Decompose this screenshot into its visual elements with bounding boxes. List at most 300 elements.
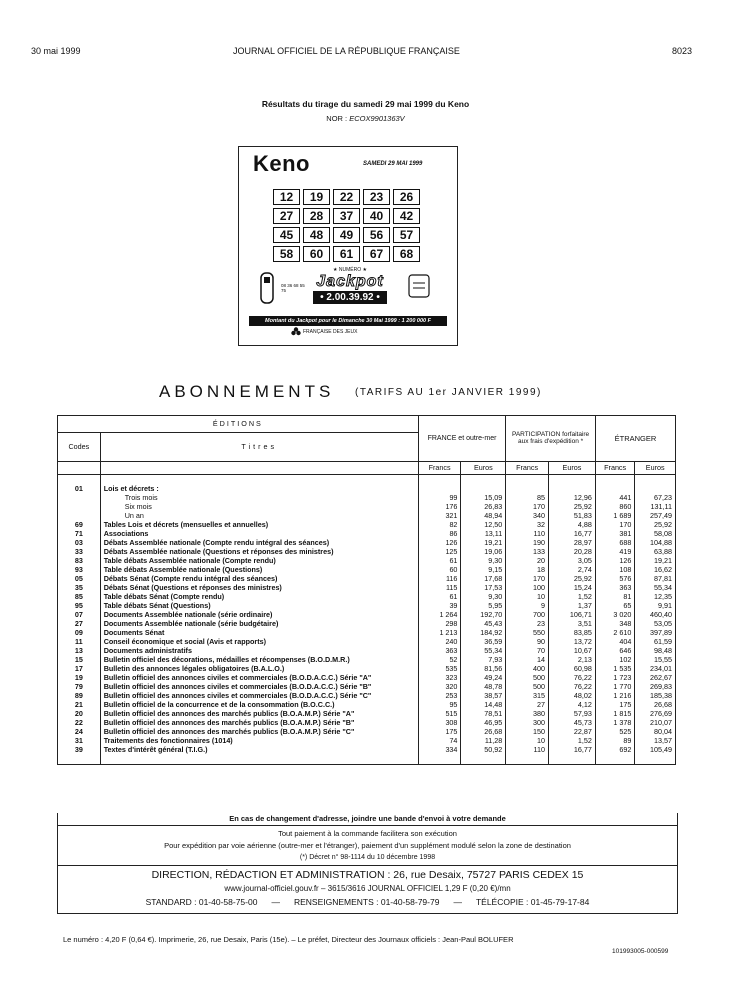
row-value: 1 689 bbox=[595, 511, 634, 520]
row-value: 25,92 bbox=[654, 519, 672, 529]
row-value: 380 bbox=[506, 709, 549, 718]
keno-nor bbox=[0, 114, 731, 123]
row-title: Bulletin officiel des annonces des marchés publics (B.O.A.M.P.) Série "A" bbox=[100, 709, 418, 718]
row-value: 67,23 bbox=[654, 492, 672, 502]
row-value: 3,51 bbox=[548, 619, 595, 628]
col-part-francs: Francs bbox=[506, 462, 549, 475]
row-value: 65 bbox=[595, 601, 634, 610]
keno-number-grid bbox=[273, 189, 420, 265]
row-value: 60 bbox=[418, 565, 461, 574]
row-value: 175 bbox=[595, 700, 634, 709]
row-value: 9,30 bbox=[461, 556, 506, 565]
row-value: 125 bbox=[418, 547, 461, 556]
keno-number: 37 bbox=[333, 208, 360, 224]
keno-grid-row bbox=[273, 208, 420, 224]
row-value: 22,87 bbox=[548, 727, 595, 736]
row-value: 262,67 bbox=[650, 672, 672, 682]
table-row bbox=[58, 691, 676, 700]
row-value: 17,68 bbox=[461, 574, 506, 583]
row-value: 36,59 bbox=[461, 637, 506, 646]
row-value: 9 bbox=[506, 601, 549, 610]
row-title: Table débats Assemblée nationale (Compte rendu) bbox=[100, 556, 418, 565]
row-value: 210,07 bbox=[650, 717, 672, 727]
row-value bbox=[548, 484, 595, 493]
row-value: 115 bbox=[418, 583, 461, 592]
jackpot-panel bbox=[313, 267, 387, 309]
keno-draw-date: SAMEDI 29 MAI 1999 bbox=[363, 161, 423, 167]
row-value: 20,28 bbox=[548, 547, 595, 556]
row-title: Un an bbox=[100, 511, 418, 520]
keno-result-card bbox=[238, 146, 458, 346]
table-row bbox=[58, 727, 676, 736]
row-value: 269,83 bbox=[650, 681, 672, 691]
keno-number: 67 bbox=[363, 246, 390, 262]
row-value: 1 378 bbox=[595, 718, 634, 727]
row-value: 61 bbox=[418, 592, 461, 601]
row-value: 460,40 bbox=[650, 609, 672, 619]
row-value: 70 bbox=[506, 646, 549, 655]
row-value: 700 bbox=[506, 610, 549, 619]
row-value: 81,56 bbox=[461, 664, 506, 673]
row-code: 89 bbox=[58, 691, 101, 700]
table-row bbox=[58, 583, 676, 592]
keno-number: 49 bbox=[333, 227, 360, 243]
row-value: 298 bbox=[418, 619, 461, 628]
row-value: 170 bbox=[506, 502, 549, 511]
table-row bbox=[58, 511, 676, 520]
nor-value: ECOX9901363V bbox=[349, 114, 405, 123]
abonnements-subtitle: (TARIFS AU 1er JANVIER 1999) bbox=[355, 387, 542, 398]
keno-number: 48 bbox=[303, 227, 330, 243]
col-part-euros: Euros bbox=[548, 462, 595, 475]
row-value: 61 bbox=[418, 556, 461, 565]
table-row bbox=[58, 493, 676, 502]
table-row bbox=[58, 664, 676, 673]
note-payment: Tout paiement à la commande facilitera son exécution bbox=[278, 829, 457, 838]
keno-number: 27 bbox=[273, 208, 300, 224]
row-title: Bulletin officiel des décorations, médailles et récompenses (B.O.D.M.R.) bbox=[100, 655, 418, 664]
row-title: Table débats Sénat (Compte rendu) bbox=[100, 592, 418, 601]
row-value: 98,48 bbox=[654, 645, 672, 655]
row-value: 441 bbox=[595, 493, 634, 502]
row-value: 860 bbox=[595, 502, 634, 511]
row-value: 535 bbox=[418, 664, 461, 673]
row-value: 1 815 bbox=[595, 709, 634, 718]
col-france-euros: Euros bbox=[461, 462, 506, 475]
row-code: 03 bbox=[58, 538, 101, 547]
jackpot-number: • 2.00.39.92 • bbox=[313, 291, 387, 304]
row-value: 9,15 bbox=[461, 565, 506, 574]
direction-block bbox=[57, 866, 678, 914]
row-title: Bulletin officiel des annonces des marchés publics (B.O.A.M.P.) Série "B" bbox=[100, 718, 418, 727]
direction-web: www.journal-officiel.gouv.fr – 3615/3616 JOURNAL OFFICIEL 1,29 F (0,20 €)/mn bbox=[224, 884, 511, 893]
row-value: 99 bbox=[418, 493, 461, 502]
row-value: 26,68 bbox=[461, 727, 506, 736]
row-code: 31 bbox=[58, 736, 101, 745]
row-value: 276,69 bbox=[650, 708, 672, 718]
row-value: 39 bbox=[418, 601, 461, 610]
subscription-rows bbox=[58, 484, 676, 765]
row-code bbox=[58, 493, 101, 502]
row-value: 15,09 bbox=[461, 493, 506, 502]
table-row bbox=[58, 655, 676, 664]
table-row bbox=[58, 556, 676, 565]
row-value: 48,02 bbox=[548, 691, 595, 700]
row-value: 13,72 bbox=[548, 637, 595, 646]
row-value: 515 bbox=[418, 709, 461, 718]
row-value: 28,97 bbox=[548, 538, 595, 547]
row-value: 104,88 bbox=[650, 537, 672, 547]
col-france: FRANCE et outre-mer bbox=[418, 416, 506, 462]
row-title: Conseil économique et social (Avis et rapports) bbox=[100, 637, 418, 646]
row-code: 83 bbox=[58, 556, 101, 565]
row-value: 126 bbox=[418, 538, 461, 547]
row-value: 20 bbox=[506, 556, 549, 565]
row-value: 26,68 bbox=[654, 699, 672, 709]
row-code: 39 bbox=[58, 745, 101, 754]
row-value: 58,08 bbox=[654, 528, 672, 538]
row-code: 01 bbox=[58, 484, 101, 493]
row-title: Documents Assemblée nationale (série ordinaire) bbox=[100, 610, 418, 619]
table-row bbox=[58, 484, 676, 493]
row-value: 27 bbox=[506, 700, 549, 709]
row-value: 340 bbox=[506, 511, 549, 520]
table-row bbox=[58, 547, 676, 556]
nor-label: NOR : bbox=[326, 114, 348, 123]
row-value: 83,85 bbox=[548, 628, 595, 637]
row-code: 21 bbox=[58, 700, 101, 709]
row-value: 170 bbox=[506, 574, 549, 583]
header-date: 30 mai 1999 bbox=[31, 46, 81, 56]
direction-phones bbox=[58, 897, 677, 907]
row-value: 87,81 bbox=[654, 573, 672, 583]
row-value: 500 bbox=[506, 682, 549, 691]
row-value: 5,95 bbox=[461, 601, 506, 610]
row-value: 525 bbox=[595, 727, 634, 736]
row-value: 82 bbox=[418, 520, 461, 529]
table-row bbox=[58, 682, 676, 691]
table-row bbox=[58, 601, 676, 610]
row-title: Table débats Sénat (Questions) bbox=[100, 601, 418, 610]
row-value: 26,83 bbox=[461, 502, 506, 511]
row-value: 14 bbox=[506, 655, 549, 664]
row-value: 3 020 bbox=[595, 610, 634, 619]
table-row bbox=[58, 745, 676, 754]
row-value: 105,49 bbox=[650, 744, 672, 754]
row-value bbox=[461, 484, 506, 493]
row-value: 175 bbox=[418, 727, 461, 736]
row-code: 17 bbox=[58, 664, 101, 673]
col-participation: PARTICIPATION forfaitaire aux frais d'expédition * bbox=[506, 416, 596, 462]
col-etranger: ÉTRANGER bbox=[614, 433, 657, 443]
row-value: 13,11 bbox=[461, 529, 506, 538]
row-value: 7,93 bbox=[461, 655, 506, 664]
row-value: 53,05 bbox=[654, 618, 672, 628]
row-title: Associations bbox=[100, 529, 418, 538]
row-title: Bulletin officiel des annonces des marchés publics (B.O.A.M.P.) Série "C" bbox=[100, 727, 418, 736]
keno-number: 42 bbox=[393, 208, 420, 224]
row-value: 52 bbox=[418, 655, 461, 664]
table-row bbox=[58, 574, 676, 583]
row-code: 35 bbox=[58, 583, 101, 592]
row-title: Débats Sénat (Questions et réponses des ministres) bbox=[100, 583, 418, 592]
row-value: 1 723 bbox=[595, 673, 634, 682]
row-title: Débats Assemblée nationale (Questions et réponses des ministres) bbox=[100, 547, 418, 556]
row-code: 13 bbox=[58, 646, 101, 655]
row-value: 363 bbox=[595, 583, 634, 592]
table-row bbox=[58, 565, 676, 574]
row-value: 12,50 bbox=[461, 520, 506, 529]
row-value: 300 bbox=[506, 718, 549, 727]
row-value: 85 bbox=[506, 493, 549, 502]
col-codes: Codes bbox=[58, 433, 101, 462]
table-row bbox=[58, 610, 676, 619]
row-value: 1,52 bbox=[548, 592, 595, 601]
header-journal: JOURNAL OFFICIEL DE LA RÉPUBLIQUE FRANÇAISE bbox=[233, 46, 460, 56]
row-value: 100 bbox=[506, 583, 549, 592]
row-value: 397,89 bbox=[650, 627, 672, 637]
keno-grid-row bbox=[273, 227, 420, 243]
row-value: 19,21 bbox=[654, 555, 672, 565]
row-value: 131,11 bbox=[650, 501, 672, 511]
keno-number: 23 bbox=[363, 189, 390, 205]
keno-number: 40 bbox=[363, 208, 390, 224]
table-row bbox=[58, 718, 676, 727]
row-value: 19,06 bbox=[461, 547, 506, 556]
row-code: 93 bbox=[58, 565, 101, 574]
row-code: 27 bbox=[58, 619, 101, 628]
row-value: 126 bbox=[595, 556, 634, 565]
row-code: 11 bbox=[58, 637, 101, 646]
jackpot-word: Jackpot bbox=[316, 273, 384, 290]
row-code: 07 bbox=[58, 610, 101, 619]
row-title: Documents Sénat bbox=[100, 628, 418, 637]
row-value: 133 bbox=[506, 547, 549, 556]
row-value: 57,93 bbox=[548, 709, 595, 718]
col-titres: Titres bbox=[100, 433, 418, 462]
col-etr-francs: Francs bbox=[595, 462, 634, 475]
table-row bbox=[58, 502, 676, 511]
row-title: Documents administratifs bbox=[100, 646, 418, 655]
footer-imprint: Le numéro : 4,20 F (0,64 €). Imprimerie, 26, rue Desaix, Paris (15e). – Le préfet, Directeur des Journaux officiels : Jean-Paul BOLUFER bbox=[63, 935, 514, 944]
row-value: 14,48 bbox=[461, 700, 506, 709]
row-value bbox=[418, 484, 461, 493]
abonnements-title: ABONNEMENTS bbox=[159, 382, 335, 401]
col-etr-euros: Euros bbox=[635, 462, 676, 475]
row-value: 184,92 bbox=[461, 628, 506, 637]
row-value: 48,78 bbox=[461, 682, 506, 691]
row-value: 381 bbox=[595, 529, 634, 538]
keno-number: 61 bbox=[333, 246, 360, 262]
table-row bbox=[58, 628, 676, 637]
row-value: 1 264 bbox=[418, 610, 461, 619]
row-value: 76,22 bbox=[548, 673, 595, 682]
row-value: 404 bbox=[595, 637, 634, 646]
row-value bbox=[635, 484, 676, 493]
row-value: 257,49 bbox=[650, 510, 672, 520]
row-value: 106,71 bbox=[548, 610, 595, 619]
standard-phone: STANDARD : 01-40-58-75-00 bbox=[145, 897, 258, 907]
row-title: Table débats Assemblée nationale (Questions) bbox=[100, 565, 418, 574]
row-value: 550 bbox=[506, 628, 549, 637]
table-row bbox=[58, 736, 676, 745]
row-code bbox=[58, 502, 101, 511]
table-row bbox=[58, 673, 676, 682]
note-change-address: En cas de changement d'adresse, joindre une bande d'envoi à votre demande bbox=[57, 813, 678, 826]
keno-number: 28 bbox=[303, 208, 330, 224]
row-value: 55,34 bbox=[654, 582, 672, 592]
row-title: Bulletin des annonces légales obligatoires (B.A.L.O.) bbox=[100, 664, 418, 673]
row-value: 48,94 bbox=[461, 511, 506, 520]
row-value: 23 bbox=[506, 619, 549, 628]
row-value: 11,28 bbox=[461, 736, 506, 745]
keno-number: 12 bbox=[273, 189, 300, 205]
row-value: 25,92 bbox=[548, 574, 595, 583]
row-value: 10 bbox=[506, 592, 549, 601]
dash-separator: — bbox=[453, 897, 462, 907]
fdj-clover-icon bbox=[291, 327, 301, 337]
keno-number: 26 bbox=[393, 189, 420, 205]
row-value: 9,30 bbox=[461, 592, 506, 601]
row-value: 576 bbox=[595, 574, 634, 583]
subscription-table bbox=[57, 415, 676, 765]
row-value: 89 bbox=[595, 736, 634, 745]
keno-logo: Keno bbox=[253, 151, 310, 176]
row-value: 102 bbox=[595, 655, 634, 664]
row-value: 16,77 bbox=[548, 745, 595, 754]
row-code: 85 bbox=[58, 592, 101, 601]
keno-heading: Résultats du tirage du samedi 29 mai 1999 du Keno bbox=[261, 99, 470, 109]
keno-number: 22 bbox=[333, 189, 360, 205]
row-value: 400 bbox=[506, 664, 549, 673]
col-france-francs: Francs bbox=[418, 462, 461, 475]
row-value: 18 bbox=[506, 565, 549, 574]
row-value: 16,77 bbox=[548, 529, 595, 538]
row-value: 15,24 bbox=[548, 583, 595, 592]
row-value bbox=[506, 484, 549, 493]
row-value: 12,35 bbox=[654, 591, 672, 601]
row-title: Lois et décrets : bbox=[100, 484, 418, 493]
row-value: 25,92 bbox=[548, 502, 595, 511]
row-value: 55,34 bbox=[461, 646, 506, 655]
row-value: 2,74 bbox=[548, 565, 595, 574]
table-row bbox=[58, 538, 676, 547]
row-value: 16,62 bbox=[654, 564, 672, 574]
row-value: 49,24 bbox=[461, 673, 506, 682]
row-value: 13,57 bbox=[654, 735, 672, 745]
row-code: 05 bbox=[58, 574, 101, 583]
row-value: 12,96 bbox=[548, 493, 595, 502]
table-spacer bbox=[58, 754, 676, 765]
table-row bbox=[58, 592, 676, 601]
row-value: 315 bbox=[506, 691, 549, 700]
row-value: 150 bbox=[506, 727, 549, 736]
row-value: 45,43 bbox=[461, 619, 506, 628]
row-value: 1 213 bbox=[418, 628, 461, 637]
row-value: 50,92 bbox=[461, 745, 506, 754]
footer-reference: 101993005-000599 bbox=[612, 948, 669, 955]
row-value: 500 bbox=[506, 673, 549, 682]
keno-grid-row bbox=[273, 246, 420, 262]
jackpot-amount-bar: Montant du Jackpot pour le Dimanche 30 Mai 1999 : 1 200 000 F bbox=[249, 316, 447, 326]
row-value: 76,22 bbox=[548, 682, 595, 691]
header-page-number: 8023 bbox=[672, 46, 693, 56]
row-title: Traitements des fonctionnaires (1014) bbox=[100, 736, 418, 745]
phone-icon bbox=[257, 271, 279, 305]
row-value: 80,04 bbox=[654, 726, 672, 736]
row-value: 110 bbox=[506, 529, 549, 538]
row-value: 321 bbox=[418, 511, 461, 520]
row-value: 185,38 bbox=[650, 690, 672, 700]
row-value: 86 bbox=[418, 529, 461, 538]
row-value: 1 216 bbox=[595, 691, 634, 700]
table-row bbox=[58, 619, 676, 628]
row-title: Bulletin officiel des annonces civiles et commerciales (B.O.D.A.C.C.) Série "A" bbox=[100, 673, 418, 682]
row-value: 4,88 bbox=[548, 520, 595, 529]
row-value: 646 bbox=[595, 646, 634, 655]
keno-number: 57 bbox=[393, 227, 420, 243]
row-value: 78,51 bbox=[461, 709, 506, 718]
row-value: 320 bbox=[418, 682, 461, 691]
row-value: 90 bbox=[506, 637, 549, 646]
row-value: 234,01 bbox=[650, 663, 672, 673]
table-row bbox=[58, 700, 676, 709]
row-value: 32 bbox=[506, 520, 549, 529]
col-codes-blank bbox=[58, 462, 101, 475]
keno-number: 60 bbox=[303, 246, 330, 262]
phone-number: 08 36 68 55 75 bbox=[281, 283, 305, 293]
row-value: 1,37 bbox=[548, 601, 595, 610]
row-value: 688 bbox=[595, 538, 634, 547]
row-value: 61,59 bbox=[654, 636, 672, 646]
table-row bbox=[58, 709, 676, 718]
col-editions: ÉDITIONS bbox=[58, 416, 419, 433]
table-row bbox=[58, 637, 676, 646]
row-code: 24 bbox=[58, 727, 101, 736]
row-value: 15,55 bbox=[654, 654, 672, 664]
row-code: 22 bbox=[58, 718, 101, 727]
row-code: 33 bbox=[58, 547, 101, 556]
keno-number: 19 bbox=[303, 189, 330, 205]
row-value: 81 bbox=[595, 592, 634, 601]
keno-number: 68 bbox=[393, 246, 420, 262]
table-row bbox=[58, 520, 676, 529]
row-value: 46,95 bbox=[461, 718, 506, 727]
row-title: Textes d'intérêt général (T.I.G.) bbox=[100, 745, 418, 754]
row-value: 9,91 bbox=[658, 600, 672, 610]
telecopie-phone: TÉLÉCOPIE : 01-45-79-17-84 bbox=[475, 897, 590, 907]
row-value: 38,57 bbox=[461, 691, 506, 700]
row-value: 10,67 bbox=[548, 646, 595, 655]
row-value: 60,98 bbox=[548, 664, 595, 673]
row-value: 4,12 bbox=[548, 700, 595, 709]
renseignements-phone: RENSEIGNEMENTS : 01-40-58-79-79 bbox=[293, 897, 440, 907]
row-value: 3,05 bbox=[548, 556, 595, 565]
row-value: 116 bbox=[418, 574, 461, 583]
row-code: 69 bbox=[58, 520, 101, 529]
keno-ticket-icon bbox=[407, 273, 431, 299]
row-value bbox=[595, 484, 634, 493]
row-value: 1,52 bbox=[548, 736, 595, 745]
row-code: 20 bbox=[58, 709, 101, 718]
row-value: 2 610 bbox=[595, 628, 634, 637]
fdj-label: FRANÇAISE DES JEUX bbox=[303, 329, 358, 335]
row-value: 419 bbox=[595, 547, 634, 556]
row-value: 253 bbox=[418, 691, 461, 700]
row-value: 74 bbox=[418, 736, 461, 745]
row-value: 17,53 bbox=[461, 583, 506, 592]
row-value: 2,13 bbox=[548, 655, 595, 664]
